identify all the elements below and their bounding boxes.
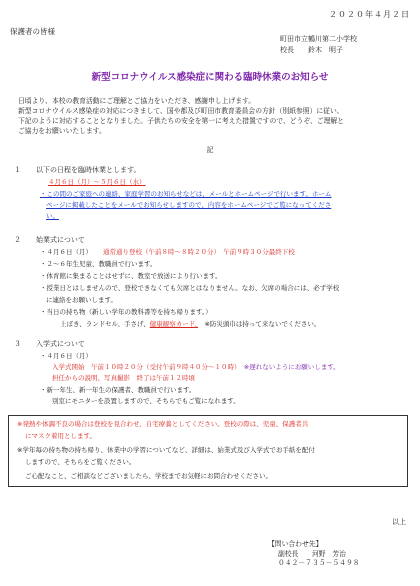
- intro-line: 日頃より、本校の教育活動にご理解とご協力をいただき、感謝申し上げます。: [18, 97, 256, 105]
- addressee: 保護者の皆様: [10, 27, 55, 36]
- section2-line: ・２～６年生児童、教職員で行います。: [40, 260, 157, 268]
- document-date: ２０２０年４月２日: [329, 10, 410, 19]
- notice-box: [8, 415, 408, 487]
- section1-note-line: ・この間のご家庭への連絡、家庭学習のお知らせなどは、メールとホームページで行います。ホーム: [40, 190, 332, 198]
- section2-title: 始業式について: [36, 236, 85, 244]
- page-title: 新型コロナウイルス感染症に関わる臨時休業のお知らせ: [91, 72, 329, 83]
- intro-line: 下記のように対応することとなりました。子供たちの安全を第一に考えた措置ですので、どうぞ、ご理解と: [18, 116, 344, 125]
- opening-date: ・４月６日（月）: [40, 248, 92, 256]
- items-to-bring-end: ※防災頭巾は持って来ないでください。: [204, 320, 321, 328]
- section3-line: 別室にモニターを設置しますので、そちらでもご覧になれます。: [52, 397, 240, 405]
- notice-line: ※発熱や体調不良の場合は登校を見合わせ、自宅療養としてください。登校の際は、児童、保護者共: [17, 420, 309, 428]
- notice-line: ※学年毎の持ち物の持ち帰り、休業中の学習についてなど、詳細は、始業式及び入学式でお手紙を配付: [17, 446, 315, 454]
- section1-note-line: ページに掲載したことをメールでお知らせしますので、内容をホームページでご覧になってくださ: [46, 201, 332, 209]
- notice-line: にマスク着用とします。: [25, 432, 96, 440]
- section2-number: ２: [14, 236, 21, 244]
- ki-heading: 記: [206, 146, 214, 154]
- section2-line: ・授業日とはしませんので、登校できなくても欠席とはなりません。なお、欠席の場合には、必ず学校: [40, 284, 340, 292]
- section2-line: に連絡をお願いします。: [46, 296, 117, 304]
- notice-line: しますので、そちらをご覧ください。: [25, 458, 136, 466]
- contact-block: [268, 540, 360, 569]
- section3-title: 入学式について: [36, 340, 85, 348]
- health-card: 健康観察カード、: [149, 320, 198, 328]
- notice-line: ご心配なこと、ご相談などございましたら、学校までお気軽にお問合わせください。: [25, 472, 272, 480]
- closure-dates: ４月６日（月）～５月６日（水）: [48, 178, 146, 186]
- section2-line: ・当日の持ち物（新しい学年の教科書等を持ち帰ります。）: [40, 308, 212, 316]
- closing-mark: 以上: [392, 518, 406, 526]
- contact-heading: 【問い合わせ先】: [268, 540, 323, 548]
- contact-person: 副校長 河野 芳治: [278, 549, 346, 558]
- section1-number: １: [14, 166, 21, 174]
- principal-name: 校長 鈴木 明子: [280, 46, 343, 54]
- ceremony-date: ・４月６日（月）: [40, 352, 92, 360]
- section2-line: ・体育館に集まることはせずに、教室で放送により行います。: [40, 272, 222, 280]
- intro-line: ご協力をお願いいたします。: [18, 126, 106, 135]
- ceremony-time: 入学式開始 午前１０時２０分（受付午前９時４０分～１０時）: [52, 363, 238, 371]
- intro-line: 新型コロナウイルス感染症の対応につきまして、国や都及び町田市教育委員会の方針（別紙参照）に従い、: [18, 106, 344, 115]
- items-to-bring: [60, 320, 320, 328]
- ceremony-schedule: 担任からの説明、写真撮影 終了は午前１２時頃: [52, 374, 195, 382]
- section3-line: ・新一年生、新一年生の保護者、教職員で行います。: [40, 386, 196, 394]
- contact-phone: ０４２－７３５－５４９８: [278, 559, 360, 568]
- ceremony-punctuality-note: ※遅れないようにお願いします。: [243, 363, 340, 371]
- opening-schedule: 通常通り登校（午前８時～８時２０分） 午前９時３０分最終下校: [103, 248, 295, 256]
- intro-paragraph: [18, 97, 413, 136]
- school-name: 町田市立鶴川第二小学校: [280, 35, 357, 43]
- section1-title: 以下の日程を臨時休業とします。: [36, 166, 141, 174]
- items-to-bring-start: 上ばき、ランドセル、手さげ、: [60, 320, 150, 328]
- ceremony-time-row: [52, 363, 340, 371]
- section3-number: ３: [14, 340, 21, 348]
- section1-note-line: い。: [46, 212, 59, 220]
